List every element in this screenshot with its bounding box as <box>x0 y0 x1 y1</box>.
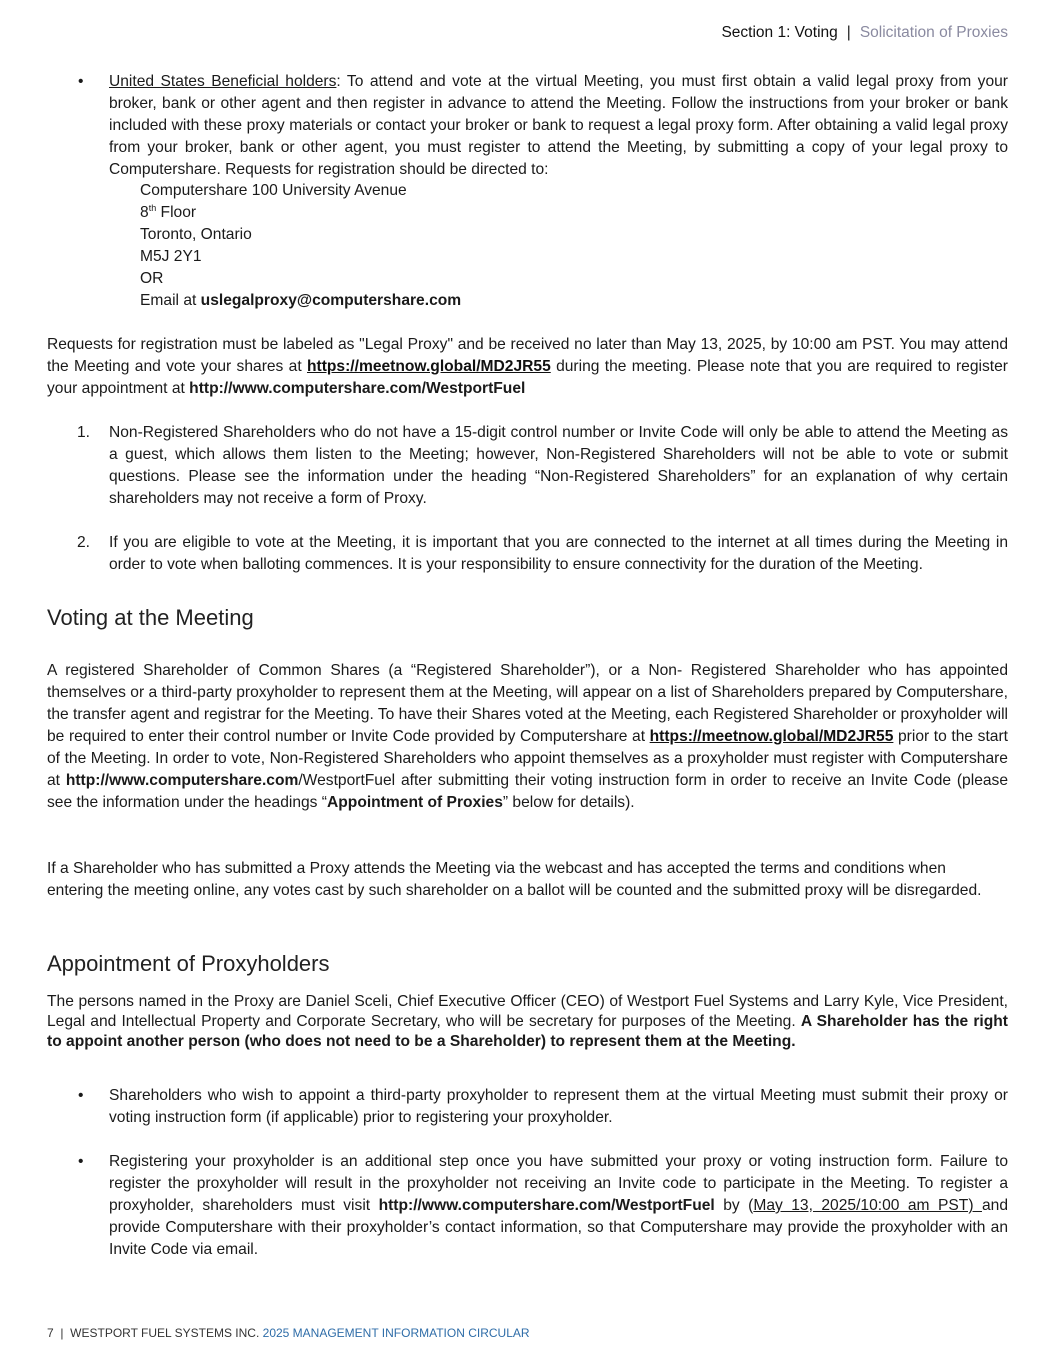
voting-paragraph: A registered Shareholder of Common Shares (a “Registered Shareholder”), or a Non- Registered Shareholder who has appointed themselves or a third-party proxyholder to represent them at the Meeting, will appear on a list of Shareholders prepared by Computershare, the transfer agent and registrar for the Meeting. To have their Shares voted at the Meeting, each Registered Shareholder or proxyholder will be required to enter their control number or Invite Code provided by Computershare at https://meetnow.global/MD2JR55 prior to the start of the Meeting. In order to vote, Non-Registered Shareholders who appoint themselves as a proxyholder must register with Computershare at http://www.computershare.com/WestportFuel after submitting their voting instruction form in order to receive an Invite Code (please see the information under the headings “Appointment of Proxies” below for details). <box>47 662 1009 811</box>
computershare-url[interactable]: http://www.computershare.com/WestportFuel <box>189 380 526 397</box>
bullet-register-proxyholder: • Registering your proxyholder is an additional step once you have submitted your proxy or voting instruction form. Failure to register the proxyholder will result in the proxyholder not receiving an Invite code to participate in the Meeting. To register a proxyholder, shareholders must visit http://www.computershare.com/WestportFuel by (May 13, 2025/10:00 am PST) and provide Computershare with their proxyholder’s contact information, so that Computershare may provide the proxyholder with an Invite Code via email. <box>78 1153 1008 1258</box>
bullet-appoint-proxyholder: • Shareholders who wish to appoint a third-party proxyholder to represent them at the virtual Meeting must submit their proxy or voting instruction form (if applicable) prior to registering your proxyholder. <box>78 1087 1008 1126</box>
deadline-date: May 13, 2025/10:00 am PST) <box>753 1197 982 1214</box>
email-link[interactable]: uslegalproxy@computershare.com <box>200 292 462 309</box>
registration-paragraph: Requests for registration must be labeled as "Legal Proxy" and be received no later than May 13, 2025, by 10:00 am PST. You may attend the Meeting and vote your shares at https://meetnow.global/MD2JR55 during the meeting. Please note that you are required to register your appointment at http://www.computershare.com/WestportFuel <box>47 336 1008 397</box>
computershare-url[interactable]: http://www.computershare.com/WestportFuel <box>378 1197 715 1214</box>
heading-appointment-of-proxyholders: Appointment of Proxyholders <box>47 951 330 976</box>
bullet-text: : To attend and vote at the virtual Meeting, you must first obtain a valid legal proxy from your broker, bank or other agent and then register in advance to attend the Meeting. Follow the instructions from your broker or bank included with these proxy materials or contact your broker or bank to request a legal proxy form. After obtaining a valid legal proxy from your broker, bank or other agent, you must register to attend the Meeting, by submitting a copy of your legal proxy to Computershare. Requests for registration should be directed to: <box>109 73 1008 178</box>
bullet-label: United States Beneficial holders <box>109 73 337 90</box>
bullet-mark: • <box>78 73 84 90</box>
bullet-us-beneficial-holders <box>78 71 1008 181</box>
meetnow-link[interactable]: https://meetnow.global/MD2JR55 <box>307 358 551 375</box>
running-header <box>721 22 1008 44</box>
address-line: Toronto, Ontario <box>140 226 252 243</box>
page-number: 7 <box>47 1326 54 1340</box>
header-separator: | <box>846 24 851 41</box>
address-line: 8th Floor <box>140 202 197 221</box>
address-line: Computershare 100 University Avenue <box>140 182 407 199</box>
page-footer: 7 | WESTPORT FUEL SYSTEMS INC. 2025 MANAGEMENT INFORMATION CIRCULAR <box>47 1326 530 1340</box>
subsection-title: Solicitation of Proxies <box>859 24 1008 41</box>
document-title: 2025 MANAGEMENT INFORMATION CIRCULAR <box>262 1326 530 1340</box>
computershare-url[interactable]: http://www.computershare.com <box>65 772 299 789</box>
webcast-paragraph: If a Shareholder who has submitted a Proxy attends the Meeting via the webcast and has accepted the terms and conditions when entering the meeting online, any votes cast by such shareholder on a ballot will be counted and the submitted proxy will be disregarded. <box>47 860 982 899</box>
address-line: M5J 2Y1 <box>140 248 202 265</box>
numbered-item: 1. Non-Registered Shareholders who do not have a 15-digit control number or Invite Code will only be able to attend the Meeting as a guest, which allows them listen to the Meeting; however, Non-Registered Shareholders will not be able to vote or submit questions. Please see the information under the heading “Non-Registered Shareholders” for an explanation of why certain shareholders may not receive a form of Proxy. <box>77 424 1008 507</box>
email-line: Email at uslegalproxy@computershare.com <box>140 292 462 309</box>
meetnow-link[interactable]: https://meetnow.global/MD2JR55 <box>649 728 894 745</box>
address-line: OR <box>140 270 164 287</box>
heading-voting-at-meeting: Voting at the Meeting <box>47 605 254 630</box>
appointment-paragraph: The persons named in the Proxy are Daniel Sceli, Chief Executive Officer (CEO) of Westport Fuel Systems and Larry Kyle, Vice President, Legal and Intellectual Property and Corporate Secretary, who will be secretary for purposes of the Meeting. A Shareholder has the right to appoint another person (who does not need to be a Shareholder) to represent them at the Meeting. <box>47 993 1008 1050</box>
numbered-item: 2. If you are eligible to vote at the Meeting, it is important that you are connected to the internet at all times during the Meeting in order to vote when balloting commences. It is your responsibility to ensure connectivity for the duration of the Meeting. <box>77 534 1008 573</box>
company-name: WESTPORT FUEL SYSTEMS INC. <box>70 1326 260 1340</box>
section-title: Section 1: Voting <box>721 24 838 41</box>
